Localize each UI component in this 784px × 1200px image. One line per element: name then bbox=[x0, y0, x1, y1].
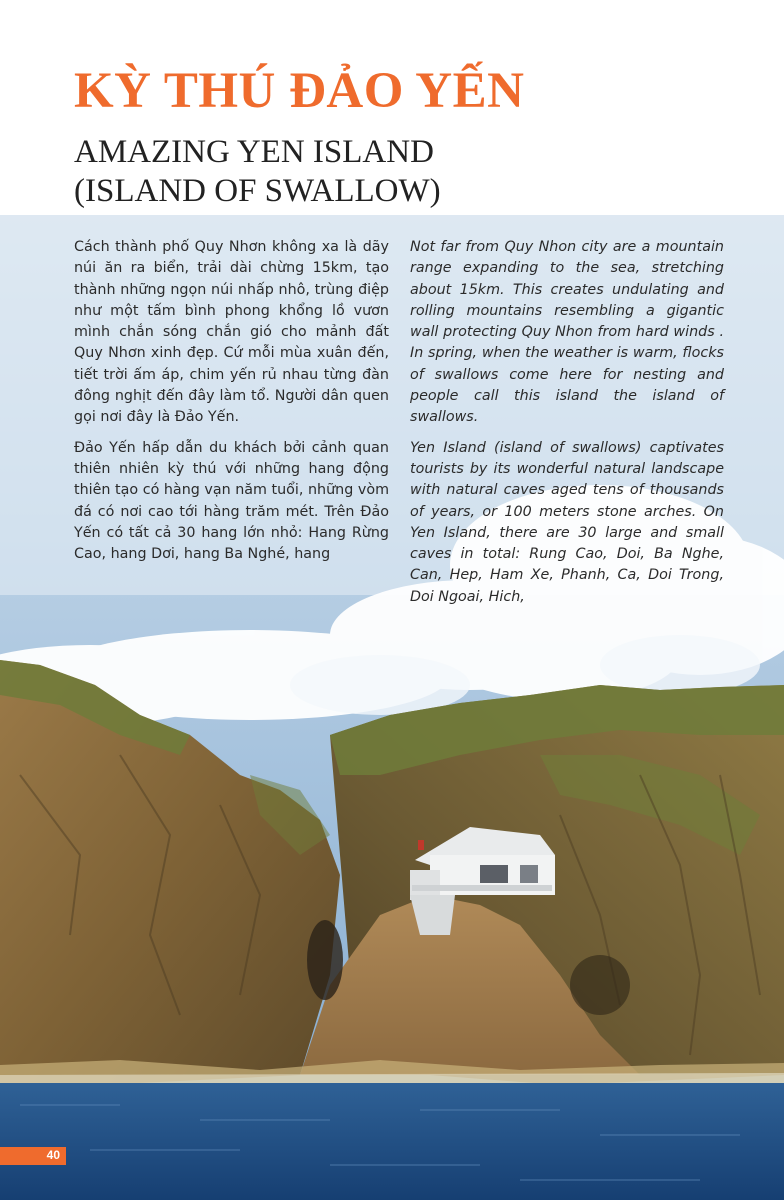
title-english-line2: (ISLAND OF SWALLOW) bbox=[74, 173, 441, 209]
page-number-tab bbox=[0, 1147, 66, 1165]
vietnamese-text-column bbox=[74, 237, 389, 574]
page-number: 40 bbox=[46, 1148, 60, 1162]
english-text-column bbox=[410, 237, 724, 617]
vn-paragraph: Đảo Yến hấp dẫn du khách bởi cảnh quan thiên nhiên kỳ thú với những hang động thiên tạo có hàng vạn năm tuổi, những vòm đá có nơi cao tới hàng trăm mét. Trên Đảo Yến có tất cả 30 hang lớn nhỏ: Hang Rừng Cao, hang Dơi, hang Ba Nghé, hang bbox=[74, 439, 389, 563]
title-english bbox=[74, 133, 441, 211]
vn-paragraph: Cách thành phố Quy Nhơn không xa là dãy núi ăn ra biển, trải dài chừng 15km, tạo thành những ngọn núi nhấp nhô, trùng điệp như một tấm bình phong khổng lồ vươn mình chắn sóng chắn gió cho mảnh đất Quy Nhơn xinh đẹp. Cứ mỗi mùa xuân đến, tiết trời ấm áp, chim yến rủ nhau từng đàn đông nghịt đến đây làm tổ. Người dân quen gọi nơi đây là Đảo Yến. bbox=[74, 239, 389, 426]
title-vietnamese: KỲ THÚ ĐẢO YẾN bbox=[74, 63, 525, 119]
en-paragraph: Yen Island (island of swallows) captivates tourists by its wonderful natural landscape with natural caves aged tens of thousands of years, or 100 meters stone arches. On Yen Island, there are 30 large and small caves in total: Rung Cao, Doi, Ba Nghe, Can, Hep, Ham Xe, Phanh, Ca, Doi Trong, Doi Ngoai, Hich, bbox=[410, 439, 724, 605]
title-english-line1: AMAZING YEN ISLAND bbox=[74, 134, 434, 170]
en-paragraph: Not far from Quy Nhon city are a mountain range expanding to the sea, stretching about 15km. This creates undulating and rolling mountains resembling a gigantic wall protecting Quy Nhon from hard winds . In spring, when the weather is warm, flocks of swallows come here for nesting and people call this island the island of swallows. bbox=[410, 239, 724, 426]
